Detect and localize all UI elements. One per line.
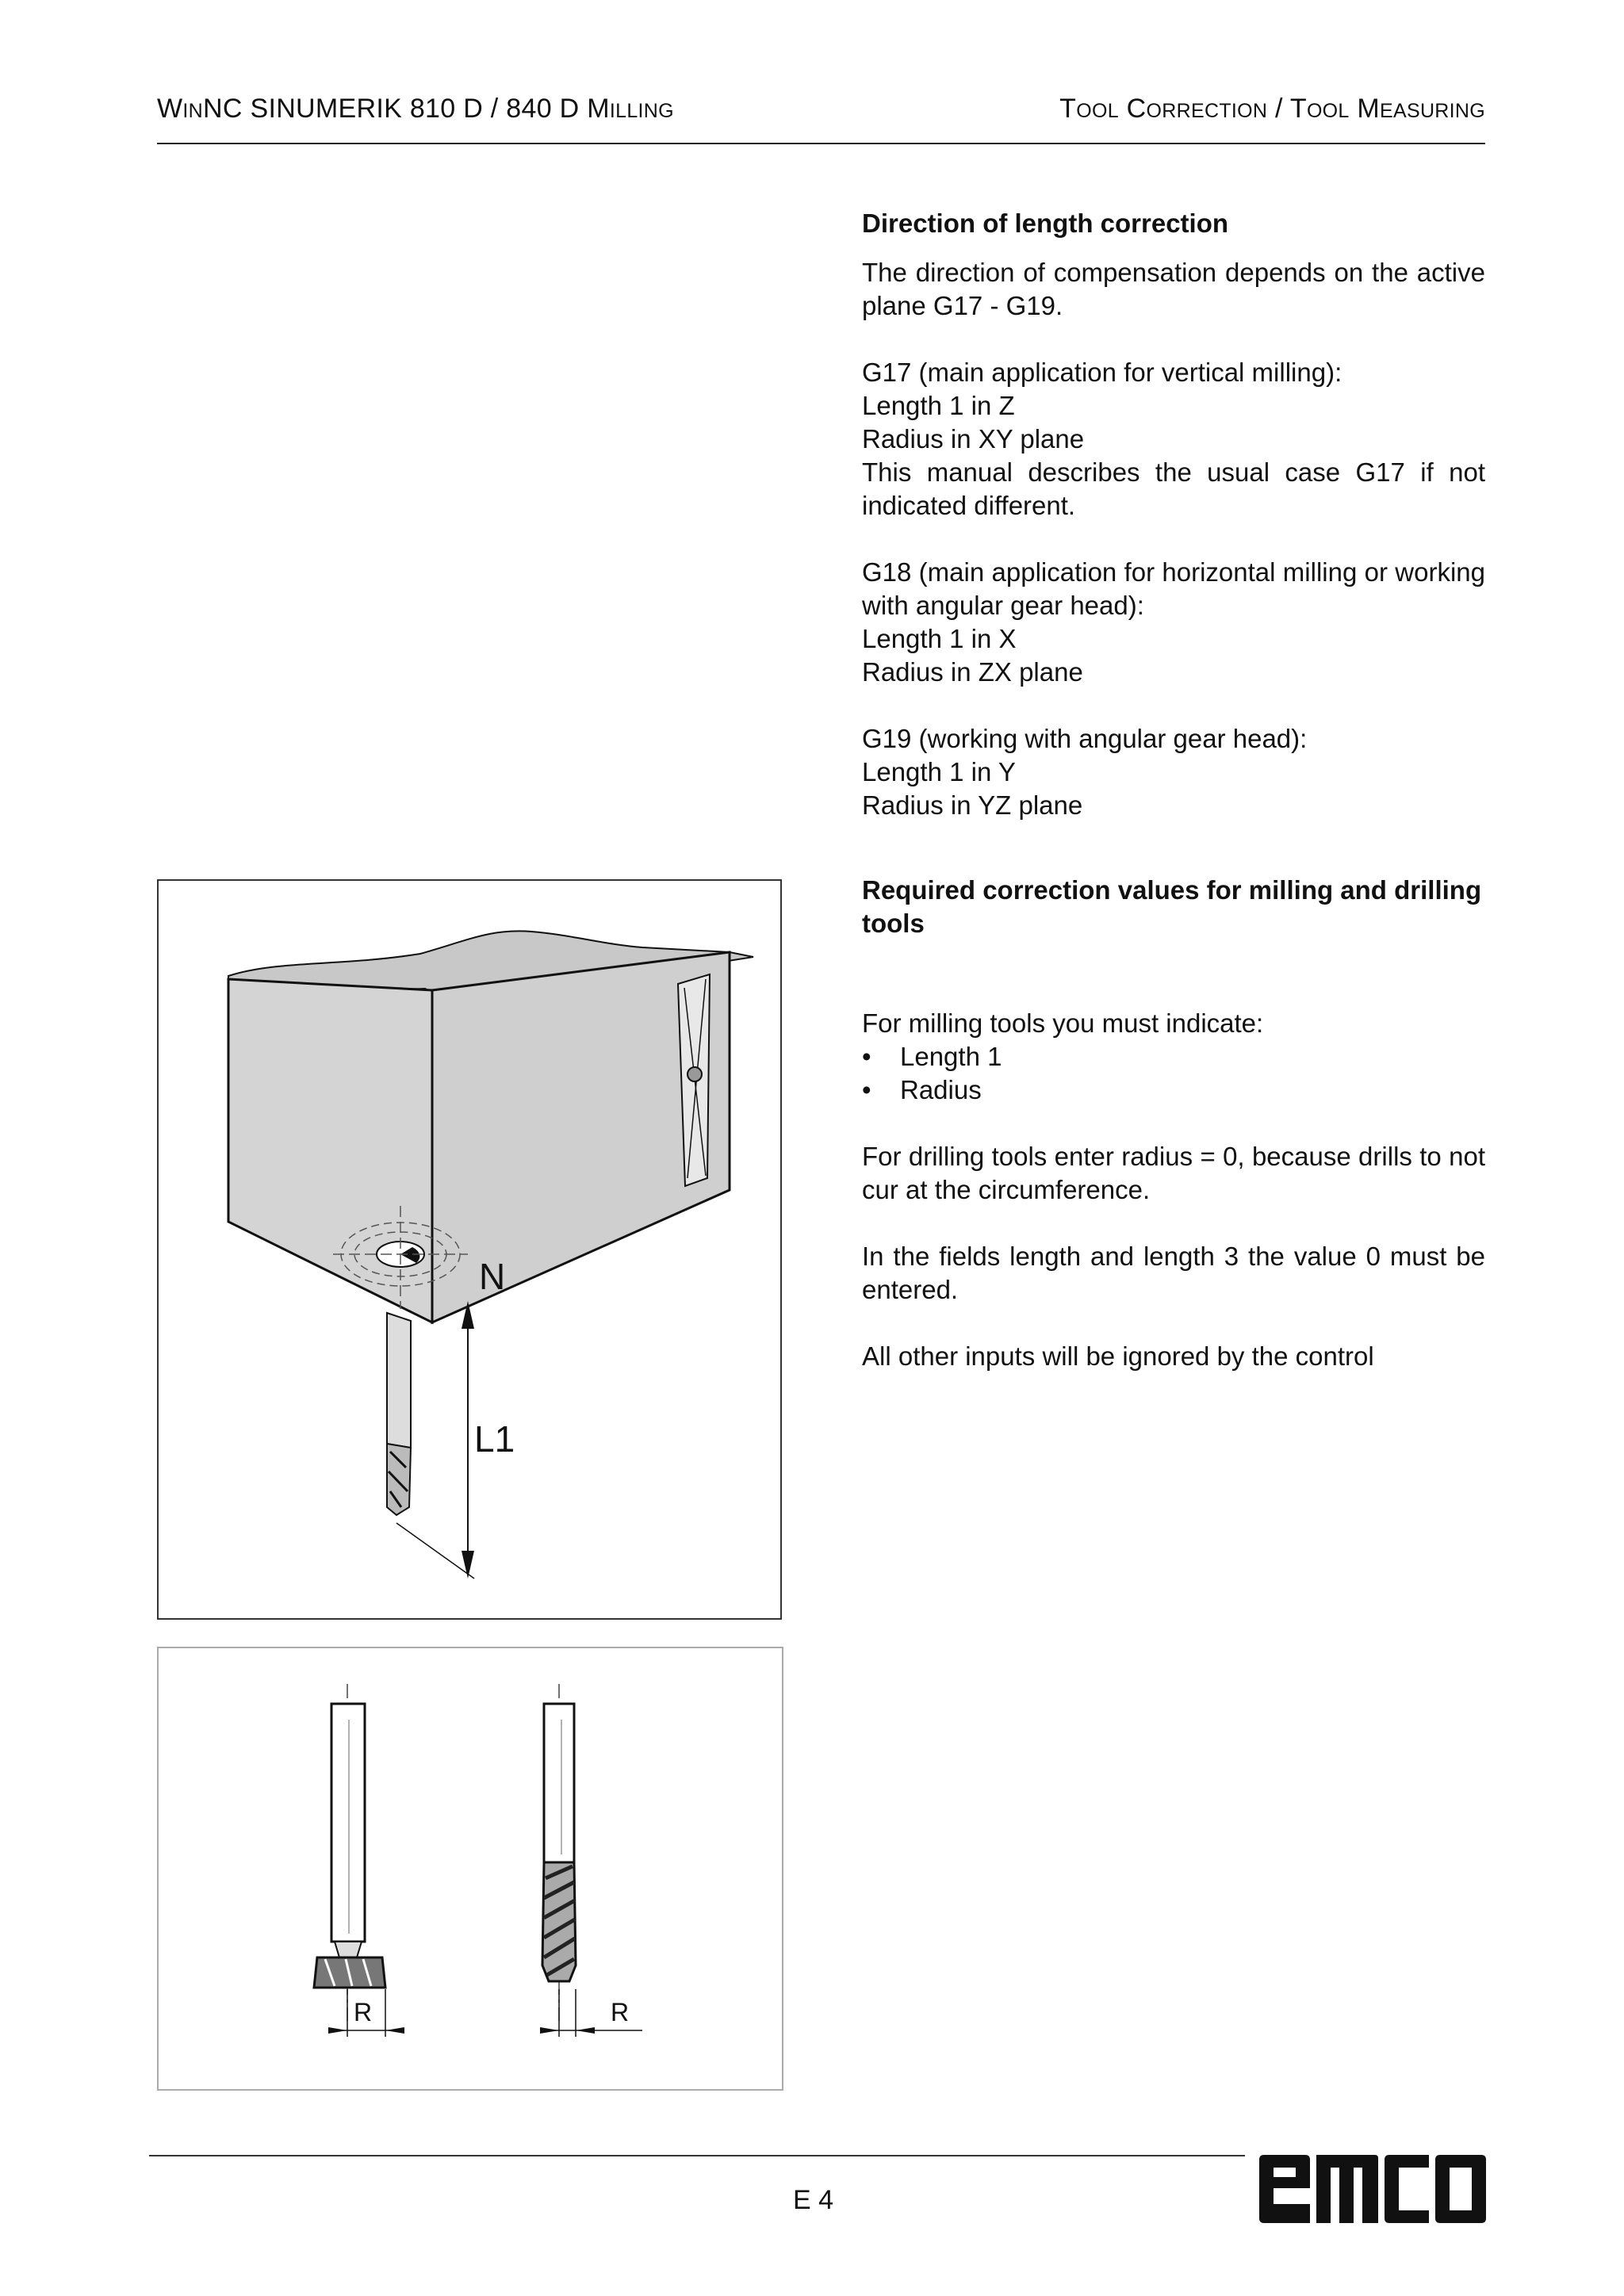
header-right-part: M <box>1349 94 1381 124</box>
intro-paragraph: The direction of compensation depends on the active plane G17 - G19. <box>862 258 1485 320</box>
header-left-part: ILLING <box>609 100 674 122</box>
label-r-right: R <box>611 1998 630 2026</box>
section-heading: Direction of length correction <box>862 209 1229 238</box>
header-right-part: / T <box>1267 94 1307 124</box>
tool-length-illustration <box>159 881 780 1618</box>
header-left-part: W <box>157 94 183 124</box>
section-length-direction <box>862 207 1485 822</box>
other-inputs-paragraph: All other inputs will be ignored by the control <box>862 1341 1374 1371</box>
emco-logo <box>1259 2149 1486 2228</box>
header-right-part: EASURING <box>1380 100 1485 122</box>
g17-note: This manual describes the usual case G17 if not indicated different. <box>862 457 1485 520</box>
bullet-marker: • <box>862 1042 871 1071</box>
g19-line: Radius in YZ plane <box>862 790 1083 820</box>
g18-line: Length 1 in X <box>862 624 1017 653</box>
bullet-marker: • <box>862 1075 871 1104</box>
header-right-part: T <box>1059 94 1077 124</box>
bullet-text: Length 1 <box>900 1042 1002 1071</box>
g18-line: Radius in ZX plane <box>862 657 1083 687</box>
drilling-paragraph: For drilling tools enter radius = 0, because drills to not cur at the circumference. <box>862 1142 1485 1204</box>
header-title-left <box>157 94 674 124</box>
g17-line: Radius in XY plane <box>862 424 1085 453</box>
cutter-radius-illustration <box>159 1648 782 2089</box>
g18-line: G18 (main application for horizontal milling or working with angular gear head): <box>862 557 1485 620</box>
bullet-item <box>862 1040 1485 1073</box>
g17-line: G17 (main application for vertical milling): <box>862 358 1342 387</box>
g19-line: G19 (working with angular gear head): <box>862 724 1308 753</box>
label-n: N <box>479 1256 506 1297</box>
bullet-item <box>862 1073 1485 1107</box>
header-title-right <box>1059 94 1485 124</box>
footer-rule <box>149 2155 1245 2156</box>
emco-logo-mark <box>1259 2149 1486 2228</box>
section-heading: Required correction values for milling and drilling tools <box>862 875 1482 938</box>
section-required-values <box>862 874 1485 1373</box>
figure-tool-length <box>157 879 782 1620</box>
label-l1: L1 <box>474 1418 515 1460</box>
header-right-part: C <box>1118 94 1147 124</box>
header-right-part: OOL <box>1076 100 1119 122</box>
fields-paragraph: In the fields length and length 3 the value 0 must be entered. <box>862 1242 1485 1304</box>
bullet-text: Radius <box>900 1075 982 1104</box>
header-right-part: ORRECTION <box>1146 100 1268 122</box>
header-right-part: OOL <box>1306 100 1350 122</box>
page-number: E 4 <box>793 2185 834 2215</box>
figure-cutter-radius <box>157 1647 783 2091</box>
header-left-part: IN <box>182 100 204 122</box>
header-left-part: NC SINUMERIK 810 D / 840 D M <box>203 94 610 124</box>
label-r-left: R <box>354 1998 373 2026</box>
g17-line: Length 1 in Z <box>862 391 1015 420</box>
g19-line: Length 1 in Y <box>862 757 1016 786</box>
header-rule <box>157 143 1485 144</box>
milling-intro: For milling tools you must indicate: <box>862 1008 1264 1038</box>
